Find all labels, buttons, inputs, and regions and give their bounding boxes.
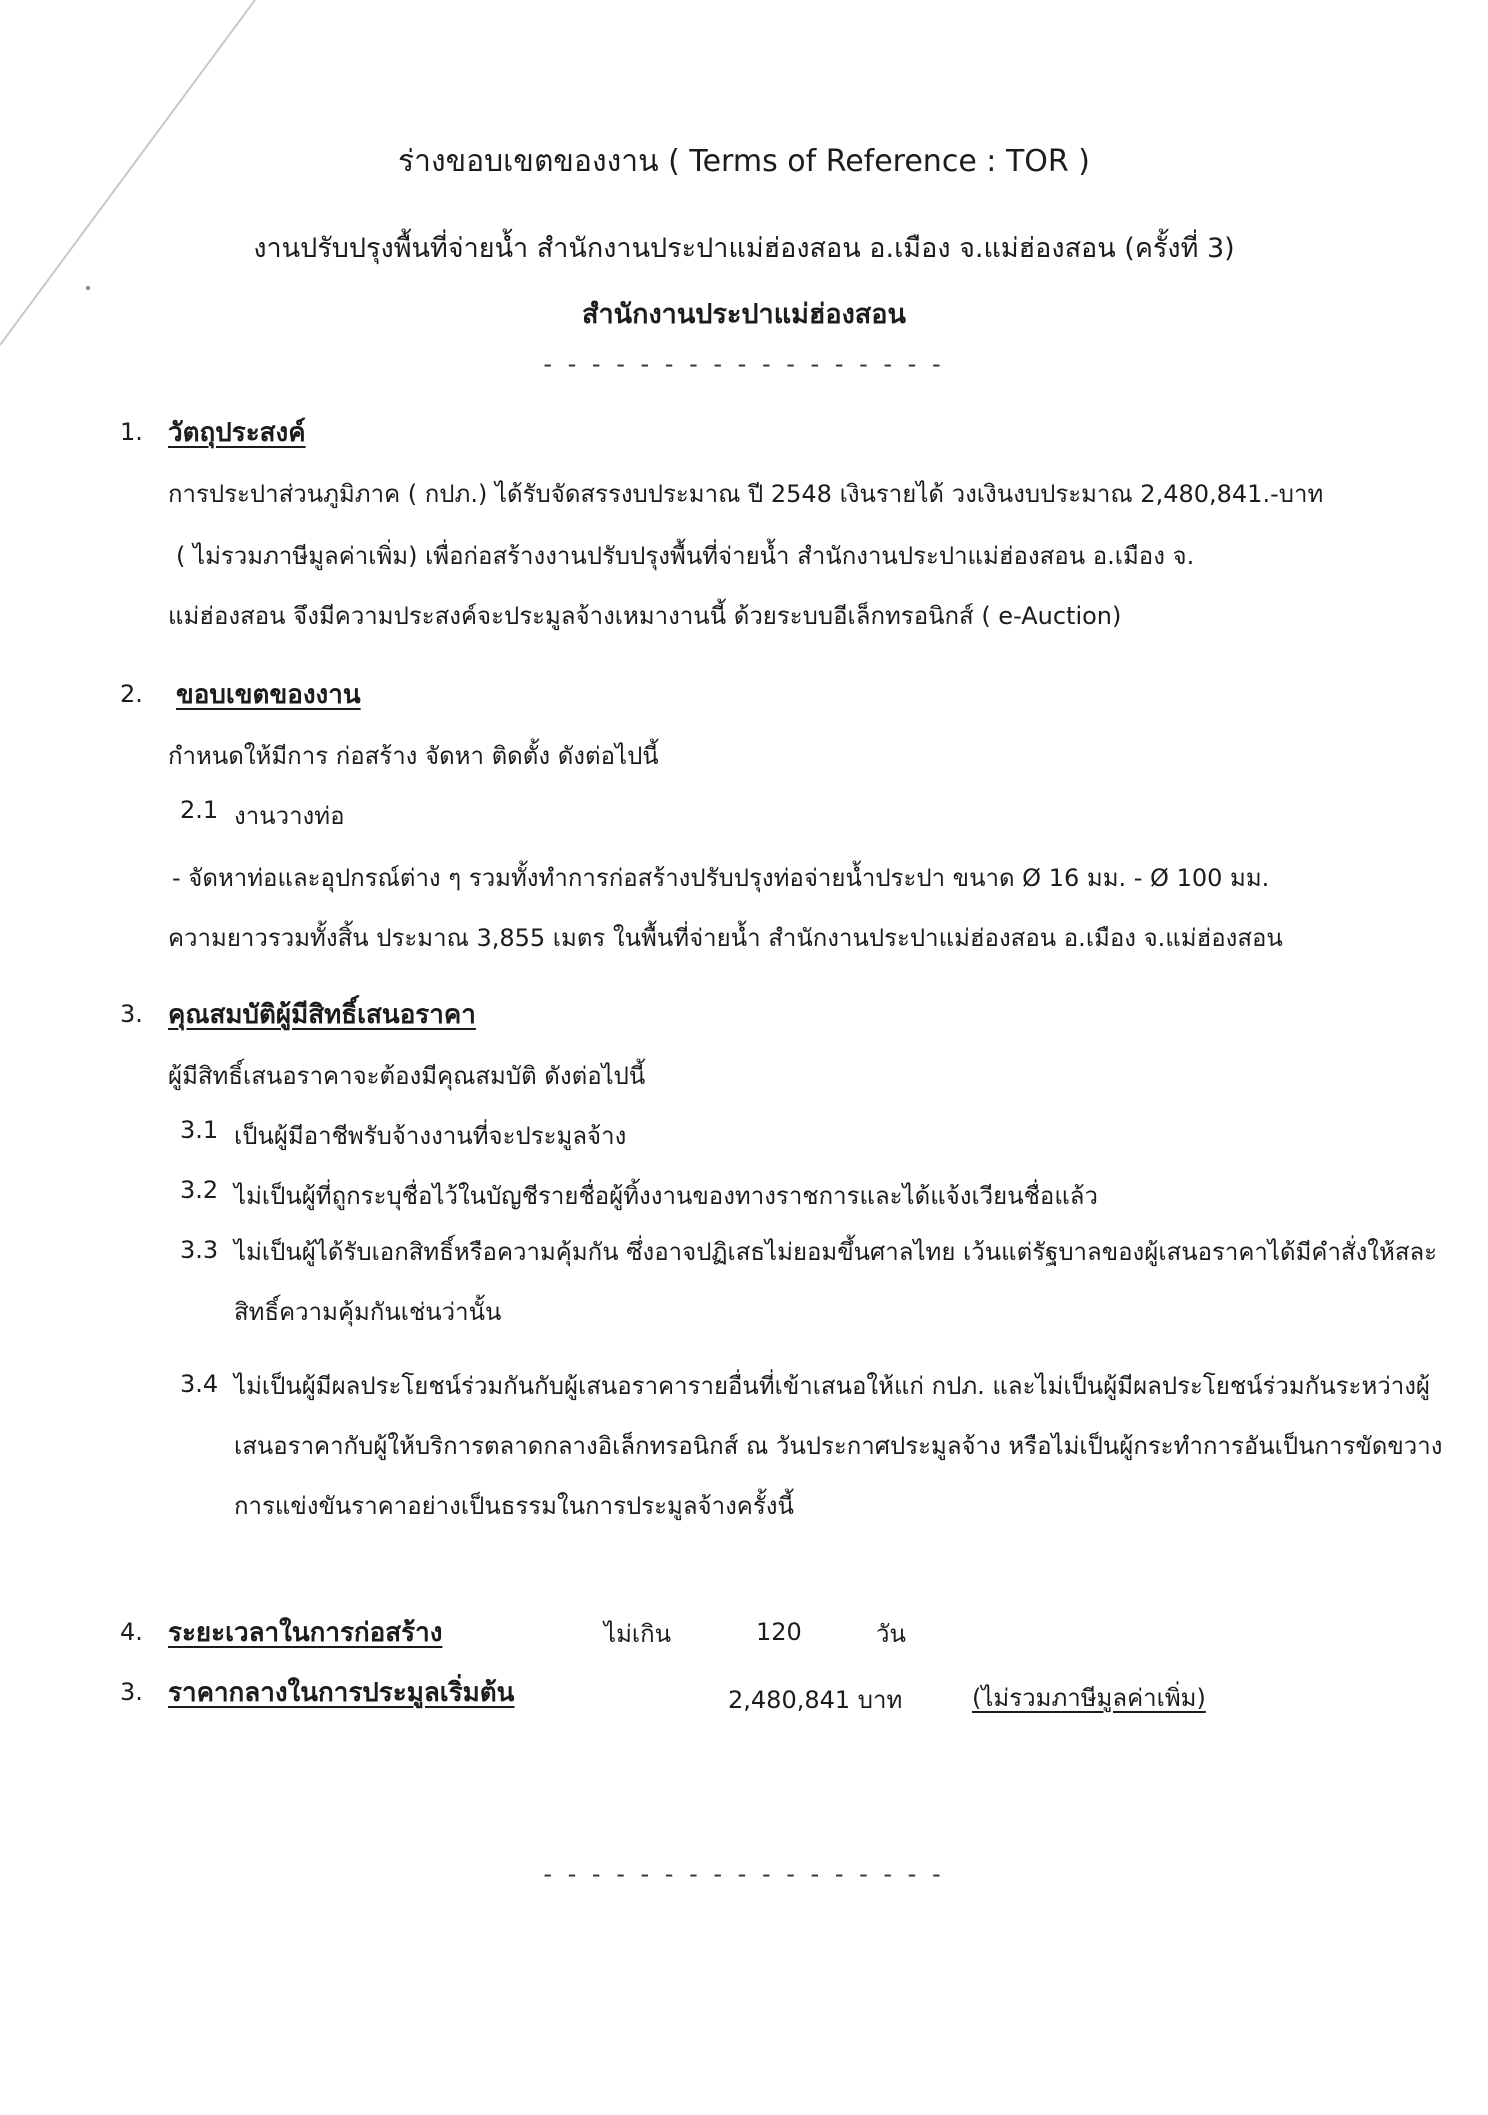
section1-line-3: แม่ฮ่องสอน จึงมีความประสงค์จะประมูลจ้างเหมางานนี้ ด้วยระบบอีเล็กทรอนิกส์ ( e-Auction) xyxy=(168,602,1122,630)
section2-sub-number: 2.1 xyxy=(180,796,219,824)
section2-sub-title: งานวางท่อ xyxy=(234,802,345,830)
section4-days: 120 xyxy=(756,1618,802,1646)
document-subtitle: งานปรับปรุงพื้นที่จ่ายน้ำ สำนักงานประปาแม่ฮ่องสอน อ.เมือง จ.แม่ฮ่องสอน (ครั้งที่ 3) xyxy=(253,233,1235,264)
section5-heading: ราคากลางในการประมูลเริ่มต้น xyxy=(168,1678,515,1708)
section5-amount: 2,480,841 บาท xyxy=(728,1686,903,1714)
section2-line-1: - จัดหาท่อและอุปกรณ์ต่าง ๆ รวมทั้งทำการก่อสร้างปรับปรุงท่อจ่ายน้ำประปา ขนาด Ø 16 มม. - Ø 100 มม. xyxy=(172,864,1270,892)
section4-limit-label: ไม่เกิน xyxy=(604,1620,672,1648)
document-title: ร่างขอบเขตของงาน ( Terms of Reference : TOR ) xyxy=(398,144,1090,179)
section3-heading: คุณสมบัติผู้มีสิทธิ์เสนอราคา xyxy=(168,1000,476,1030)
top-separator: - - - - - - - - - - - - - - - - - xyxy=(543,350,945,378)
section3-item-2-number: 3.2 xyxy=(180,1176,219,1204)
section1-line-2: ( ไม่รวมภาษีมูลค่าเพิ่ม) เพื่อก่อสร้างงานปรับปรุงพื้นที่จ่ายน้ำ สำนักงานประปาแม่ฮ่องสอน อ.เมือง จ. xyxy=(176,542,1195,570)
section4-heading: ระยะเวลาในการก่อสร้าง xyxy=(168,1618,443,1648)
section2-intro: กำหนดให้มีการ ก่อสร้าง จัดหา ติดตั้ง ดังต่อไปนี้ xyxy=(168,742,659,770)
section2-line-2: ความยาวรวมทั้งสิ้น ประมาณ 3,855 เมตร ในพื้นที่จ่ายน้ำ สำนักงานประปาแม่ฮ่องสอน อ.เมือง จ.แม่ฮ่องสอน xyxy=(168,924,1283,952)
section3-number: 3. xyxy=(120,1000,143,1028)
section3-item-1-text: เป็นผู้มีอาชีพรับจ้างงานที่จะประมูลจ้าง xyxy=(234,1122,627,1150)
section3-item-4-text: ไม่เป็นผู้มีผลประโยชน์ร่วมกันกับผู้เสนอราคารายอื่นที่เข้าเสนอให้แก่ กปภ. และไม่เป็นผู้มีผลประโยชน์ร่วมกันระหว่างผู้เสนอราคากับผู้ให้บริการตลาดกลางอิเล็กทรอนิกส์ ณ วันประกาศประมูลจ้าง หรือไม่เป็นผู้กระทำการอันเป็นการขัดขวางการแข่งขันราคาอย่างเป็นธรรมในการประมูลจ้างครั้งนี้ xyxy=(234,1372,1443,1520)
section4-unit: วัน xyxy=(876,1620,906,1648)
section3-item-4-number: 3.4 xyxy=(180,1370,219,1398)
section3-item-3-number: 3.3 xyxy=(180,1236,219,1264)
section1-heading: วัตถุประสงค์ xyxy=(168,418,306,448)
section5-number: 3. xyxy=(120,1678,143,1706)
section1-line-1: การประปาส่วนภูมิภาค ( กปภ.) ได้รับจัดสรรงบประมาณ ปี 2548 เงินรายได้ วงเงินงบประมาณ 2,480,841.-บาท xyxy=(168,480,1324,508)
section1-number: 1. xyxy=(120,418,143,446)
section3-item-2-text: ไม่เป็นผู้ที่ถูกระบุชื่อไว้ในบัญชีรายชื่อผู้ทิ้งงานของทางราชการและได้แจ้งเวียนชื่อแล้ว xyxy=(234,1182,1098,1210)
section4-number: 4. xyxy=(120,1618,143,1646)
section3-item-1-number: 3.1 xyxy=(180,1116,219,1144)
section2-heading: ขอบเขตของงาน xyxy=(176,680,361,710)
section2-number: 2. xyxy=(120,680,143,708)
bottom-separator: - - - - - - - - - - - - - - - - - xyxy=(543,1860,945,1888)
section3-item-3-text: ไม่เป็นผู้ได้รับเอกสิทธิ์หรือความคุ้มกัน ซึ่งอาจปฏิเสธไม่ยอมขึ้นศาลไทย เว้นแต่รัฐบาลของผู้เสนอราคาได้มีคำสั่งให้สละสิทธิ์ความคุ้มกันเช่นว่านั้น xyxy=(234,1238,1438,1326)
office-name: สำนักงานประปาแม่ฮ่องสอน xyxy=(582,299,906,330)
section3-intro: ผู้มีสิทธิ์เสนอราคาจะต้องมีคุณสมบัติ ดังต่อไปนี้ xyxy=(168,1062,646,1090)
section5-note: (ไม่รวมภาษีมูลค่าเพิ่ม) xyxy=(972,1684,1206,1712)
